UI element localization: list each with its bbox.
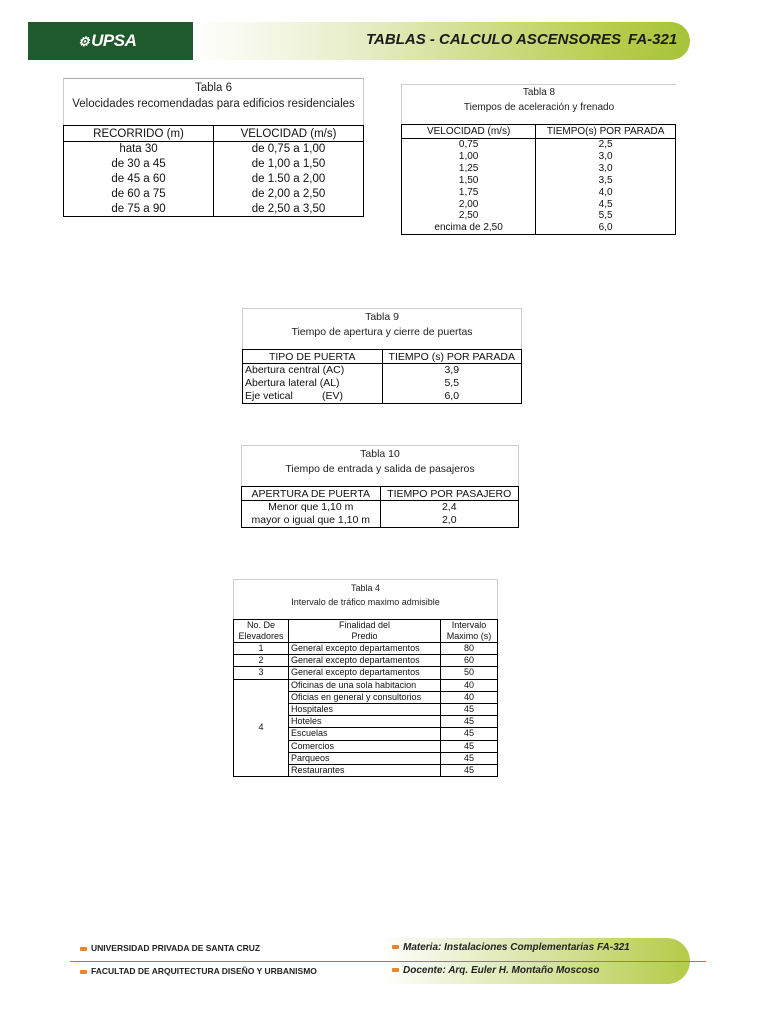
- table-cell: 1,25: [402, 163, 536, 175]
- table-cell: Eje vetical (EV): [243, 390, 383, 404]
- column-header: APERTURA DE PUERTA: [242, 487, 381, 501]
- page-header: [28, 22, 690, 60]
- table-cell: 3,0: [598, 162, 613, 174]
- table-caption: [233, 579, 498, 619]
- table-caption: [63, 78, 364, 125]
- table-cell: Menor que 1,10 m: [242, 501, 381, 515]
- bullet-icon: [80, 970, 87, 974]
- table-title: Tabla 6: [194, 82, 233, 94]
- table-cell: 1,50: [402, 175, 536, 187]
- column-header: TIEMPO(s) POR PARADA: [536, 125, 676, 139]
- footer-text: Materia: Instalaciones Complementarias FA-321: [403, 942, 630, 953]
- logo-text: UPSA: [91, 31, 137, 50]
- table-row: [402, 163, 676, 175]
- table-cell: 45: [441, 728, 498, 740]
- footer-text: Docente: Arq. Euler H. Montaño Moscoso: [403, 965, 600, 976]
- table-cell: 2,00: [402, 199, 536, 211]
- table-cell: Oficias en general y consultorios: [289, 691, 441, 703]
- table-header-row: [64, 126, 364, 142]
- table-row: [402, 222, 676, 234]
- header-line: Finalidad del: [338, 620, 391, 630]
- footer-divider: [70, 961, 706, 962]
- table-cell: 1: [234, 643, 289, 655]
- table-cell: 80: [441, 643, 498, 655]
- table-row: [243, 390, 522, 404]
- table-cell: encima de 2,50: [402, 222, 536, 234]
- table-row: [402, 175, 676, 187]
- table-8-grid: [401, 124, 676, 235]
- table-cell: de 2,50 a 3,50: [251, 202, 326, 215]
- page-footer: [0, 936, 768, 986]
- table-cell: de 45 a 60: [64, 172, 214, 187]
- table-cell-group: 4: [234, 679, 289, 777]
- table-cell: General excepto departamentos: [289, 655, 441, 667]
- table-row: [242, 514, 519, 528]
- upsa-logo: [78, 31, 136, 51]
- table-cell: 3,0: [598, 150, 613, 162]
- footer-subject: [392, 942, 630, 953]
- table-cell: de 1.50 a 2,00: [251, 172, 326, 185]
- column-header: [234, 620, 289, 643]
- table-row: [234, 679, 498, 691]
- table-cell: 6,0: [598, 222, 613, 234]
- footer-faculty: [80, 966, 317, 976]
- table-header-row: [242, 487, 519, 501]
- table-cell: 2,4: [441, 501, 457, 513]
- table-subtitle: Velocidades recomendadas para edificios residenciales: [72, 98, 355, 110]
- table-cell: 50: [441, 667, 498, 679]
- table-cell: Restaurantes: [289, 764, 441, 776]
- course-code: FA-321: [628, 31, 678, 48]
- table-row: [243, 377, 522, 390]
- table-row: [64, 157, 364, 172]
- table-cell: de 30 a 45: [64, 157, 214, 172]
- table-cell: 45: [441, 752, 498, 764]
- table-caption: [241, 445, 519, 486]
- table-10: [241, 445, 519, 528]
- table-cell: 4,5: [598, 198, 613, 210]
- table-cell: 45: [441, 740, 498, 752]
- table-cell: Hoteles: [289, 716, 441, 728]
- table-cell: General excepto departamentos: [289, 643, 441, 655]
- table-title: Tabla 8: [522, 87, 556, 98]
- table-row: [402, 139, 676, 151]
- table-cell: 40: [441, 679, 498, 691]
- table-cell: 2: [234, 655, 289, 667]
- table-cell: de 2,00 a 2,50: [251, 187, 326, 200]
- table-cell: Comercios: [289, 740, 441, 752]
- table-title: Tabla 10: [360, 448, 400, 460]
- header-line: Elevadores: [238, 631, 284, 641]
- table-title: Tabla 9: [365, 311, 399, 323]
- table-cell: 60: [441, 655, 498, 667]
- logo-panel: [28, 22, 193, 60]
- table-row: [242, 501, 519, 515]
- table-header-row: [243, 350, 522, 364]
- logo-mark-icon: ⚙: [78, 34, 90, 49]
- table-4: [233, 579, 498, 777]
- table-row: [402, 151, 676, 163]
- column-header: VELOCIDAD (m/s): [214, 126, 364, 142]
- bullet-icon: [392, 968, 399, 972]
- table-row: [64, 201, 364, 216]
- column-header: [441, 620, 498, 643]
- header-line: Predio: [351, 631, 378, 641]
- table-cell: 2,50: [402, 210, 536, 222]
- table-subtitle: Intervalo de tráfico maximo admisible: [291, 597, 440, 607]
- table-8: [401, 84, 676, 235]
- table-6-grid: [63, 125, 364, 217]
- table-cell: 6,0: [444, 390, 460, 402]
- table-cell: 1,00: [402, 151, 536, 163]
- table-cell: mayor o igual que 1,10 m: [242, 514, 381, 528]
- table-cell: 5,5: [444, 377, 460, 389]
- table-cell: 1,75: [402, 187, 536, 199]
- table-row: [243, 364, 522, 378]
- table-row: [234, 643, 498, 655]
- table-cell: Abertura central (AC): [243, 364, 383, 378]
- table-cell: Abertura lateral (AL): [243, 377, 383, 390]
- column-header: VELOCIDAD (m/s): [402, 125, 536, 139]
- table-header-row: [234, 620, 498, 643]
- table-title: Tabla 4: [350, 583, 381, 593]
- header-line: No. De: [246, 620, 275, 630]
- table-4-grid: [233, 619, 498, 777]
- table-9-grid: [242, 349, 522, 404]
- header-line: Maximo (s): [446, 631, 492, 641]
- footer-text: FACULTAD DE ARQUITECTURA DISEÑO Y URBANISMO: [91, 966, 317, 976]
- table-cell: Oficinas de una sola habitacion: [289, 679, 441, 691]
- table-row: [402, 210, 676, 222]
- column-header: RECORRIDO (m): [64, 126, 214, 142]
- table-cell: 5,5: [598, 210, 613, 222]
- table-9: [242, 308, 522, 404]
- table-caption: [401, 84, 676, 124]
- table-row: [402, 187, 676, 199]
- table-cell: Escuelas: [289, 728, 441, 740]
- table-row: [64, 186, 364, 201]
- table-cell: General excepto departamentos: [289, 667, 441, 679]
- table-subtitle: Tiempo de apertura y cierre de puertas: [291, 326, 473, 338]
- column-header: TIPO DE PUERTA: [243, 350, 383, 364]
- footer-teacher: [392, 965, 599, 976]
- table-header-row: [402, 125, 676, 139]
- table-cell: 3,5: [598, 174, 613, 186]
- table-cell: Parqueos: [289, 752, 441, 764]
- table-cell: 2,5: [598, 139, 613, 150]
- table-cell: 4,0: [598, 186, 613, 198]
- table-cell: 45: [441, 716, 498, 728]
- table-subtitle: Tiempo de entrada y salida de pasajeros: [285, 463, 475, 475]
- table-cell: Hospitales: [289, 703, 441, 715]
- table-subtitle: Tiempos de aceleración y frenado: [463, 101, 615, 113]
- footer-university: [80, 943, 260, 953]
- table-cell: 45: [441, 703, 498, 715]
- table-row: [234, 655, 498, 667]
- page-title: TABLAS - CALCULO ASCENSORES: [366, 31, 621, 48]
- bullet-icon: [392, 945, 399, 949]
- table-cell: de 1,00 a 1,50: [251, 158, 326, 171]
- table-cell: 0,75: [402, 139, 536, 151]
- table-row: [64, 172, 364, 187]
- column-header: TIEMPO POR PASAJERO: [380, 487, 519, 501]
- table-row: [64, 142, 364, 157]
- table-cell: 3,9: [444, 364, 460, 376]
- table-cell: 45: [441, 764, 498, 776]
- table-row: [234, 667, 498, 679]
- column-header: TIEMPO (s) POR PARADA: [382, 350, 522, 364]
- table-cell: de 75 a 90: [64, 201, 214, 216]
- table-cell: 40: [441, 691, 498, 703]
- table-cell: 2,0: [441, 514, 457, 526]
- table-cell: hata 30: [64, 142, 214, 157]
- table-6: [63, 78, 364, 217]
- table-row: [402, 199, 676, 211]
- table-cell: 3: [234, 667, 289, 679]
- bullet-icon: [80, 947, 87, 951]
- header-line: Intervalo: [451, 620, 487, 630]
- table-10-grid: [241, 486, 519, 528]
- table-cell: de 0,75 a 1,00: [251, 143, 326, 156]
- table-caption: [242, 308, 522, 349]
- table-cell: de 60 a 75: [64, 186, 214, 201]
- footer-text: UNIVERSIDAD PRIVADA DE SANTA CRUZ: [91, 943, 261, 953]
- column-header: [289, 620, 441, 643]
